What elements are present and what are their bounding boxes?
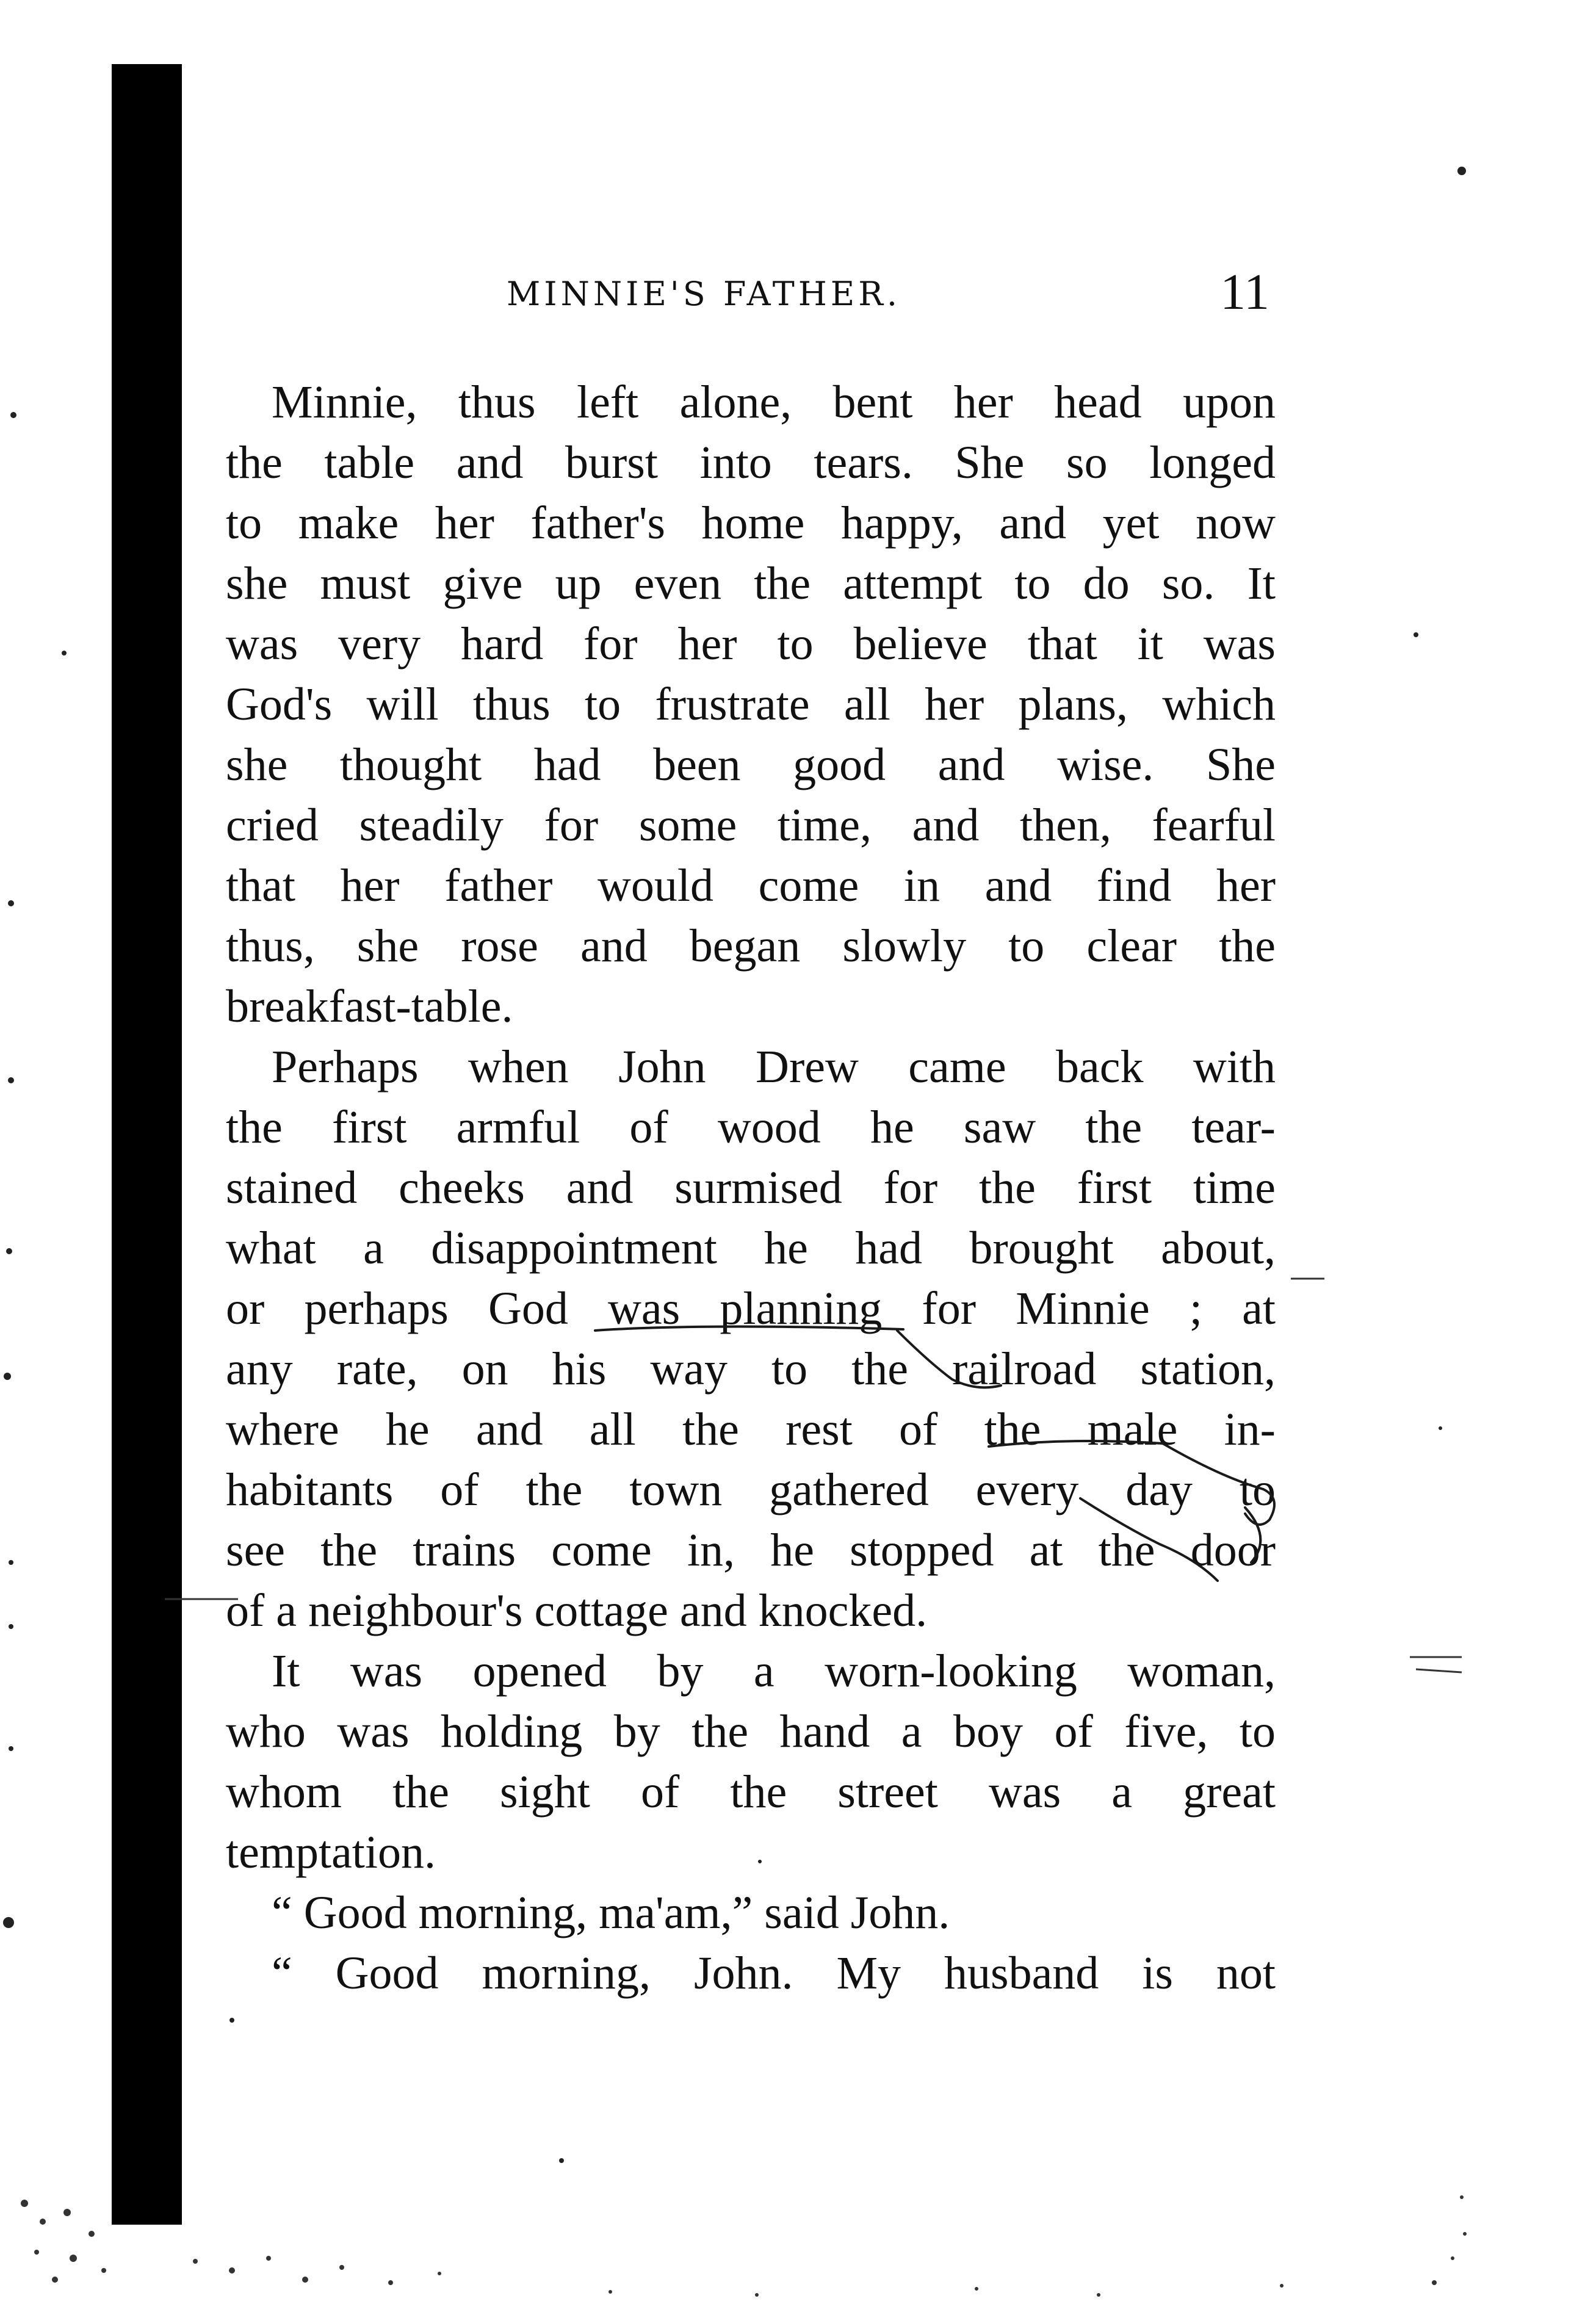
- text-line: see the trains come in, he stopped at the door: [226, 1525, 1276, 1576]
- text-line: was very hard for her to believe that it was: [226, 618, 1276, 670]
- page-number: 11: [1220, 264, 1269, 320]
- text-line: that her father would come in and find her: [226, 860, 1276, 911]
- text-line: “ Good morning, John. My husband is not: [272, 1948, 1276, 1999]
- text-line: breakfast-table.: [226, 981, 513, 1032]
- binding-gutter-bar: [112, 64, 182, 2225]
- text-line: thus, she rose and began slowly to clear the: [226, 920, 1276, 972]
- text-line: any rate, on his way to the railroad station,: [226, 1343, 1276, 1395]
- text-line: where he and all the rest of the male in-: [226, 1404, 1276, 1455]
- text-line: the first armful of wood he saw the tear-: [226, 1102, 1276, 1153]
- paragraph: [226, 372, 1276, 1037]
- text-line: she thought had been good and wise. She: [226, 739, 1276, 790]
- text-line: Minnie, thus left alone, bent her head upon: [272, 377, 1276, 428]
- text-line: cried steadily for some time, and then, fearful: [226, 800, 1276, 851]
- text-line: what a disappointment he had brought about,: [226, 1223, 1276, 1274]
- text-line: she must give up even the attempt to do so. It: [226, 558, 1276, 609]
- paragraph: [226, 1883, 1276, 1943]
- paragraph: [226, 1943, 1276, 2004]
- text-line: It was opened by a worn-looking woman,: [272, 1645, 1276, 1697]
- running-header: [232, 262, 1269, 330]
- text-line: “ Good morning, ma'am,” said John.: [272, 1887, 950, 1938]
- text-line: to make her father's home happy, and yet now: [226, 497, 1276, 549]
- text-line: or perhaps God was planning for Minnie ; at: [226, 1283, 1276, 1334]
- running-header-title: MINNIE'S FATHER.: [507, 275, 901, 313]
- text-line: of a neighbour's cottage and knocked.: [226, 1585, 928, 1636]
- paragraph: [226, 1641, 1276, 1883]
- text-line: whom the sight of the street was a great: [226, 1766, 1276, 1818]
- text-line: God's will thus to frustrate all her plans, which: [226, 679, 1276, 730]
- text-line: stained cheeks and surmised for the first time: [226, 1162, 1276, 1213]
- paragraph: [226, 1037, 1276, 1641]
- text-line: habitants of the town gathered every day to: [226, 1464, 1276, 1515]
- text-line: Perhaps when John Drew came back with: [272, 1041, 1276, 1092]
- text-line: who was holding by the hand a boy of five, to: [226, 1706, 1276, 1757]
- text-line: the table and burst into tears. She so longed: [226, 437, 1276, 488]
- text-line: temptation.: [226, 1827, 436, 1878]
- body-text: [226, 372, 1276, 2004]
